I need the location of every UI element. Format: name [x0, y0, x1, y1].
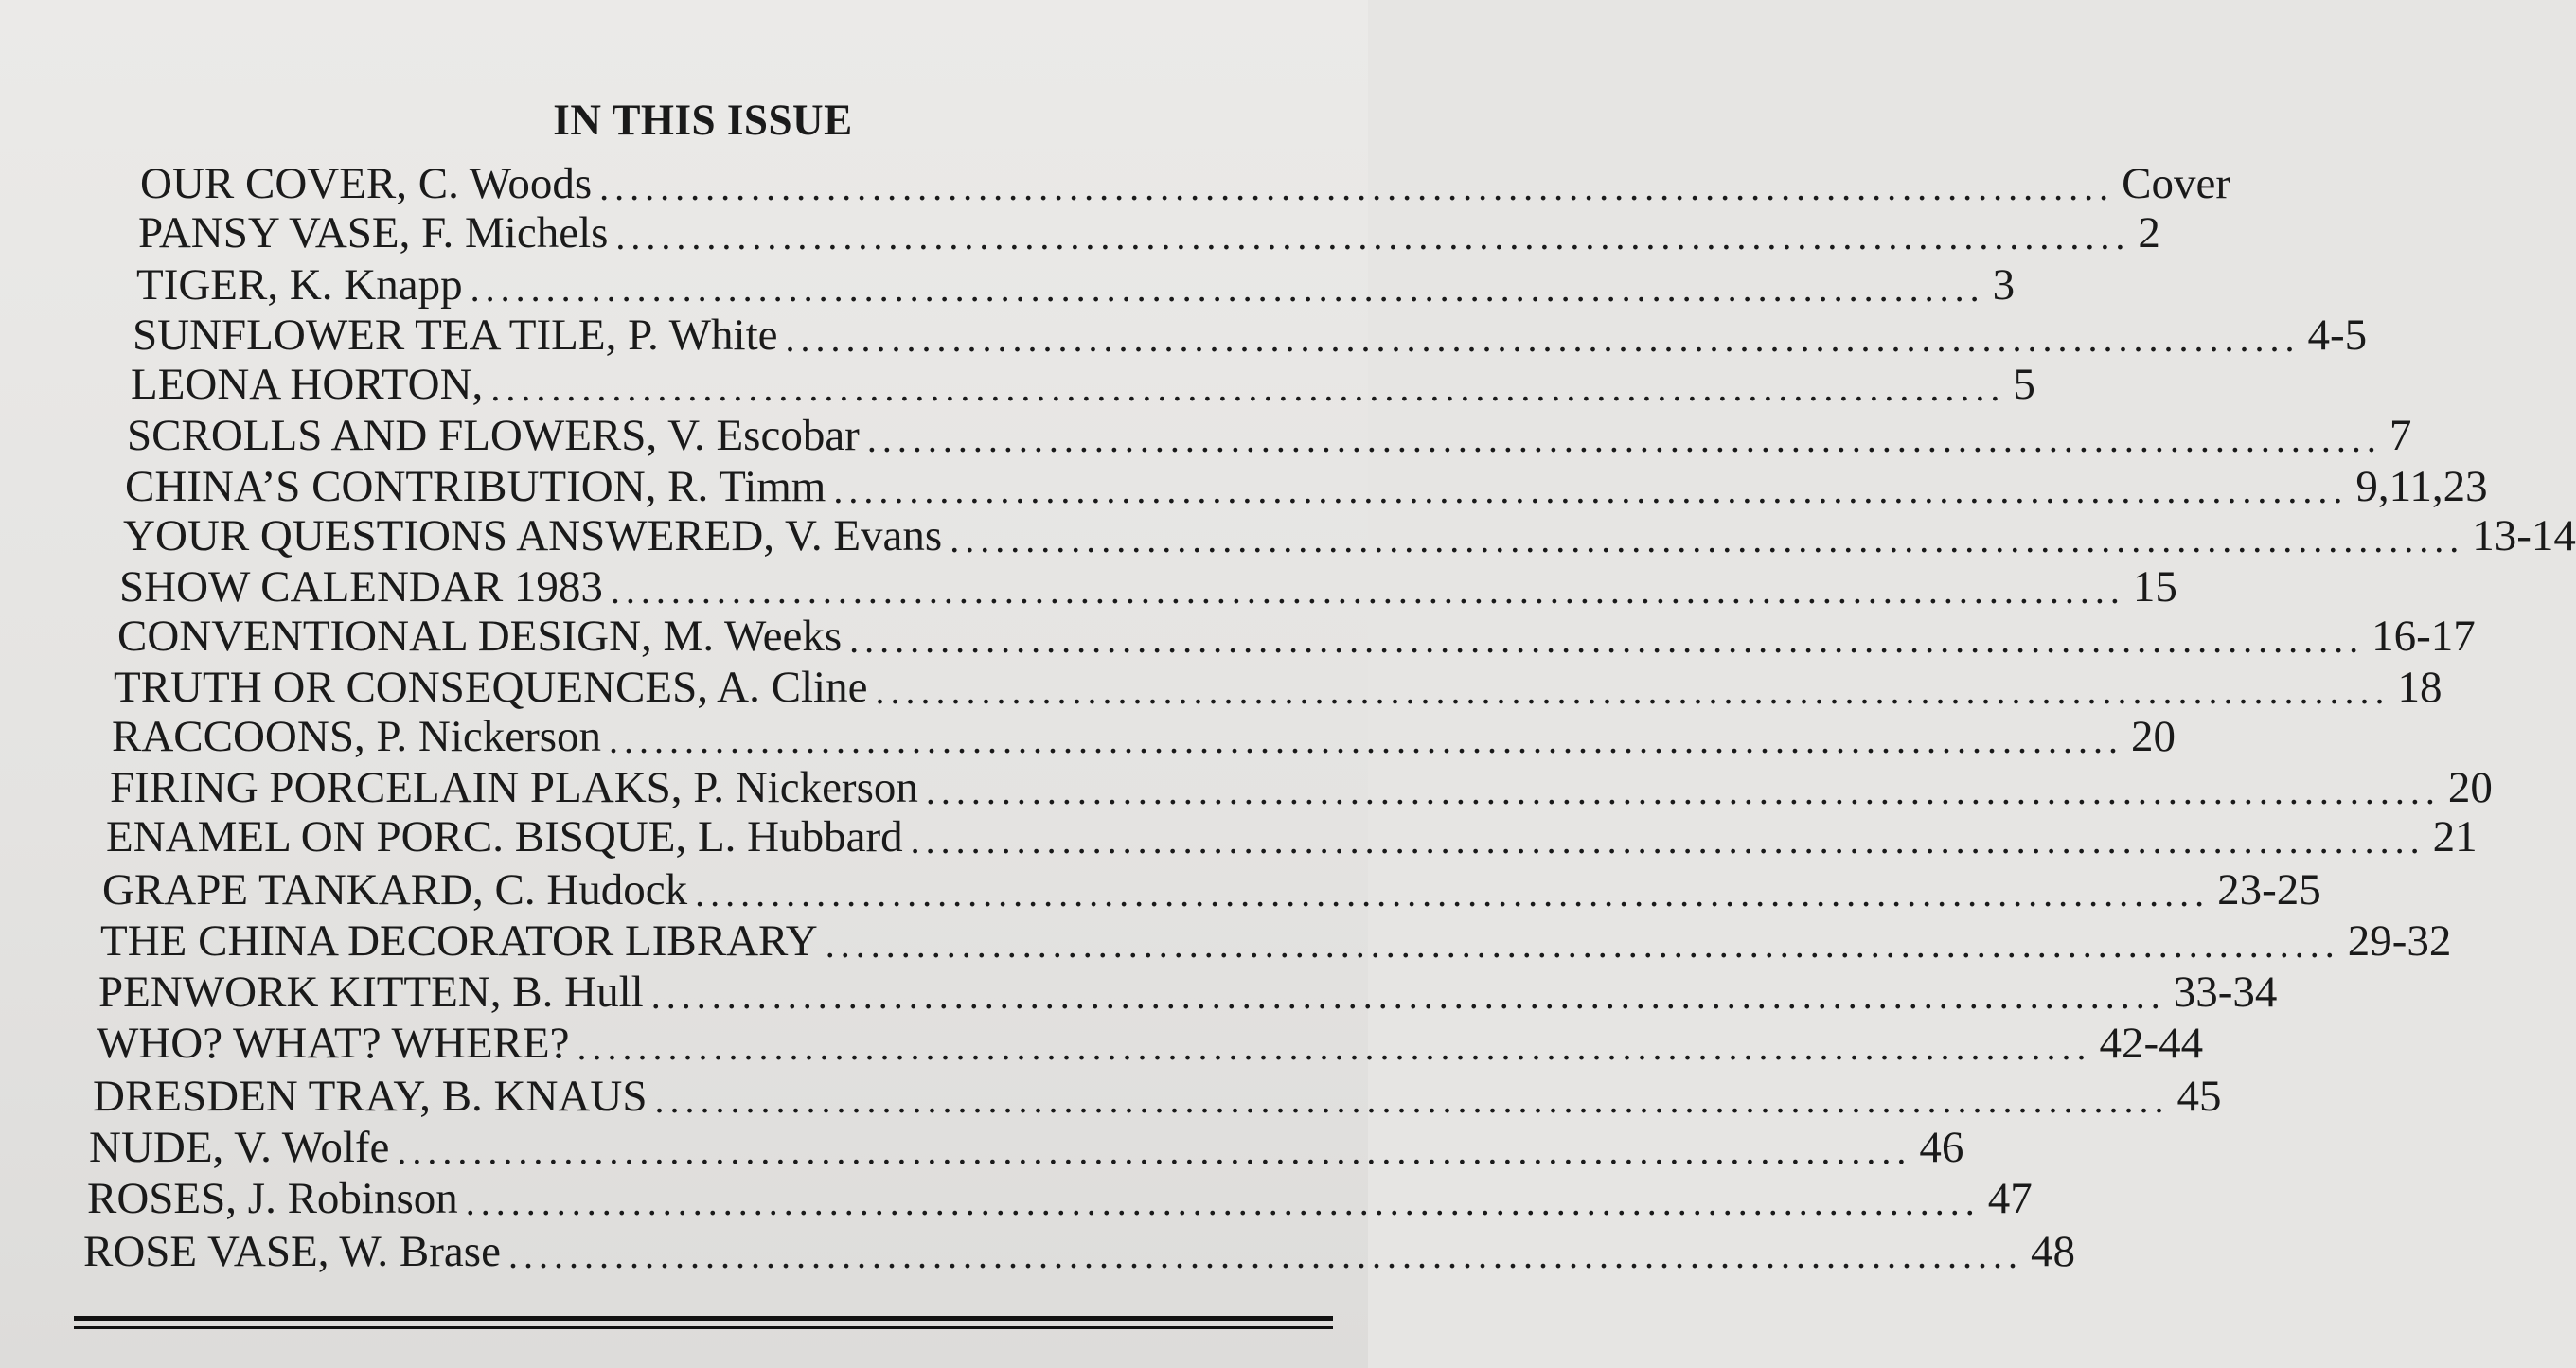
toc-entry-page: 21	[2432, 812, 2478, 862]
toc-entry-title: PENWORK KITTEN, B. Hull	[98, 968, 644, 1017]
toc-leader-dots: ....................................................................................................	[875, 669, 2390, 712]
toc-entry	[112, 702, 2176, 761]
toc-entry-title: SHOW CALENDAR 1983	[119, 562, 603, 612]
toc-entry	[102, 856, 2321, 915]
toc-entry-title: ENAMEL ON PORC. BISQUE, L. Hubbard	[106, 812, 903, 862]
toc-entry-title: CONVENTIONAL DESIGN, M. Weeks	[117, 612, 843, 661]
toc-entry-title: SUNFLOWER TEA TILE, P. White	[133, 311, 778, 360]
toc-entry-title: PANSY VASE, F. Michels	[138, 208, 609, 258]
toc-entry	[100, 907, 2452, 966]
toc-entry-page: Cover	[2122, 159, 2231, 208]
toc-leader-dots: ....................................................................................................	[650, 974, 2166, 1017]
toc-entry-title: TIGER, K. Knapp	[136, 260, 463, 310]
toc-entry-page: 33-34	[2173, 968, 2278, 1017]
toc-leader-dots: ....................................................................................................	[950, 518, 2465, 560]
toc-entry	[131, 350, 2035, 409]
toc-entry-title: YOUR QUESTIONS ANSWERED, V. Evans	[123, 511, 943, 560]
toc-entry	[89, 1113, 1964, 1172]
toc-entry-page: 2	[2138, 208, 2160, 258]
toc-entry-title: NUDE, V. Wolfe	[89, 1123, 390, 1172]
toc-leader-dots: ....................................................................................................	[465, 1181, 1981, 1223]
toc-leader-dots: ....................................................................................................	[925, 770, 2441, 812]
toc-leader-dots: ....................................................................................................	[490, 366, 2006, 409]
toc-leader-dots: ....................................................................................................	[785, 317, 2301, 360]
toc-entry	[140, 150, 2231, 208]
toc-entry	[127, 401, 2412, 460]
toc-entry	[119, 553, 2177, 612]
toc-leader-dots: ....................................................................................................	[866, 418, 2382, 460]
toc-entry-title: DRESDEN TRAY, B. KNAUS	[93, 1072, 648, 1121]
toc-entry-page: 16-17	[2372, 612, 2476, 661]
toc-entry-page: 20	[2447, 763, 2493, 812]
toc-entry-page: 4-5	[2307, 311, 2368, 360]
toc-entry-page: 13-14	[2472, 511, 2576, 560]
toc-leader-dots: ....................................................................................................	[654, 1078, 2170, 1121]
toc-entry	[117, 602, 2476, 661]
toc-entry-page: 15	[2132, 562, 2177, 612]
toc-leader-dots: ....................................................................................................	[599, 166, 2115, 208]
toc-entry-title: TRUTH OR CONSEQUENCES, A. Cline	[114, 663, 868, 712]
toc-entry-page: 48	[2030, 1227, 2075, 1276]
toc-entry	[110, 754, 2493, 812]
toc-entry-page: 23-25	[2217, 865, 2321, 915]
toc-entry-title: RACCOONS, P. Nickerson	[112, 712, 602, 761]
toc-entry-title: ROSES, J. Robinson	[87, 1174, 458, 1223]
toc-heading: IN THIS ISSUE	[553, 96, 853, 145]
toc-entry-title: GRAPE TANKARD, C. Hudock	[102, 865, 688, 915]
toc-entry	[114, 653, 2443, 712]
toc-entry-page: 9,11,23	[2355, 462, 2488, 511]
toc-leader-dots: ....................................................................................................	[825, 923, 2340, 966]
toc-entry	[123, 502, 2576, 560]
toc-entry-title: FIRING PORCELAIN PLAKS, P. Nickerson	[110, 763, 918, 812]
toc-entry-page: 20	[2131, 712, 2176, 761]
toc-entry-page: 45	[2176, 1072, 2222, 1121]
toc-entry-page: 46	[1919, 1123, 1964, 1172]
toc-entry-title: SCROLLS AND FLOWERS, V. Escobar	[127, 411, 860, 460]
toc-entry	[97, 1009, 2204, 1068]
toc-entry	[125, 453, 2488, 511]
toc-entry-title: THE CHINA DECORATOR LIBRARY	[100, 916, 818, 966]
toc-leader-dots: ....................................................................................................	[397, 1129, 1912, 1172]
toc-entry-page: 29-32	[2347, 916, 2452, 966]
toc-entry	[98, 958, 2278, 1017]
toc-entry-page: 5	[2013, 360, 2035, 409]
toc-entry	[106, 803, 2478, 862]
toc-entry-title: CHINA’S CONTRIBUTION, R. Timm	[125, 462, 826, 511]
toc-entry-page: 7	[2389, 411, 2412, 460]
toc-entry	[87, 1164, 2033, 1223]
toc-entry-page: 18	[2397, 663, 2443, 712]
bottom-rule-thick	[74, 1316, 1333, 1321]
toc-leader-dots: ....................................................................................................	[833, 469, 2349, 511]
toc-entry-title: OUR COVER, C. Woods	[140, 159, 593, 208]
toc-entry-title: WHO? WHAT? WHERE?	[97, 1019, 570, 1068]
toc-entry	[133, 301, 2368, 360]
toc-entry-page: 3	[1992, 260, 2016, 310]
toc-leader-dots: ....................................................................................................	[507, 1234, 2023, 1276]
toc-entry	[138, 199, 2160, 258]
toc-entry-page: 42-44	[2099, 1019, 2204, 1068]
bottom-rule-thin	[74, 1326, 1333, 1329]
toc-leader-dots: ....................................................................................................	[470, 267, 1985, 310]
toc-leader-dots: ....................................................................................................	[695, 872, 2211, 915]
toc-entry-page: 47	[1987, 1174, 2033, 1223]
toc-entry-title: LEONA HORTON,	[131, 360, 484, 409]
toc-entry-title: ROSE VASE, W. Brase	[83, 1227, 501, 1276]
toc-entry	[136, 251, 2016, 310]
toc-leader-dots: ....................................................................................................	[849, 618, 2365, 661]
toc-leader-dots: ....................................................................................................	[610, 569, 2125, 612]
toc-entry	[83, 1217, 2075, 1276]
toc-leader-dots: ....................................................................................................	[609, 719, 2124, 761]
toc-leader-dots: ....................................................................................................	[577, 1025, 2092, 1068]
toc-leader-dots: ....................................................................................................	[910, 819, 2425, 862]
toc-leader-dots: ....................................................................................................	[615, 215, 2131, 258]
toc-entry	[93, 1062, 2222, 1121]
